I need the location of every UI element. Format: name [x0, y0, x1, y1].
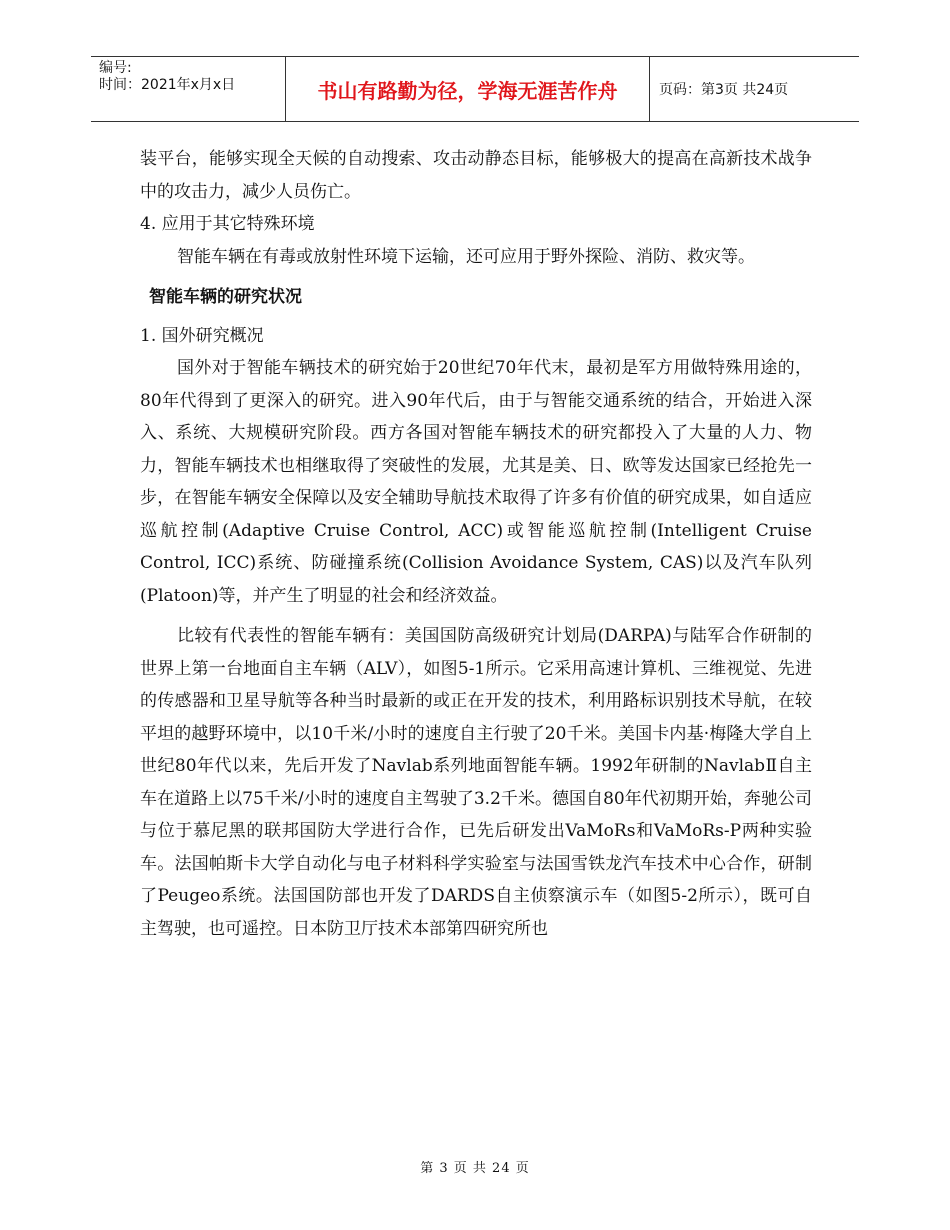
date-label: 时间：2021年x月x日 [99, 77, 236, 93]
paragraph-representative-vehicles: 比较有代表性的智能车辆有：美国国防高级研究计划局(DARPA)与陆军合作研制的世界上第一台地面自主车辆（ALV），如图5-1所示。它采用高速计算机、三维视觉、先进的传感器和卫星导航等各种当时最新的或正在开发的技术，利用路标识别技术导航，在较平坦的越野环境中，以10千米/小时的速度自主行驶了20千米。美国卡内基·梅隆大学自上世纪80年代以来，先后开发了Navlab系列地面智能车辆。1992年研制的NavlabⅡ自主车在道路上以75千米/小时的速度自主驾驶了3.2千米。德国自80年代初期开始，奔驰公司与位于慕尼黑的联邦国防大学进行合作，已先后研发出VaMoRs和VaMoRs-P两种实验车。法国帕斯卡大学自动化与电子材料科学实验室与法国雪铁龙汽车技术中心合作，研制了Peugeo系统。法国国防部也开发了DARDS自主侦察演示车（如图5-2所示），既可自主驾驶，也可遥控。日本防卫厅技术本部第四研究所也 [140, 626, 812, 939]
document-body [140, 143, 812, 945]
paragraph-foreign-research: 国外对于智能车辆技术的研究始于20世纪70年代末，最初是军方用做特殊用途的，80年代得到了更深入的研究。进入90年代后，由于与智能交通系统的结合，开始进入深入、系统、大规模研究阶段。西方各国对智能车辆技术的研究都投入了大量的人力、物力，智能车辆技术也相继取得了突破性的发展，尤其是美、日、欧等发达国家已经抢先一步，在智能车辆安全保障以及安全辅助导航技术取得了许多有价值的研究成果，如自适应巡航控制(Adaptive Cruise Control, ACC)或智能巡航控制(Intelligent Cruise Control, ICC)系统、防碰撞系统(Collision Avoidance System, CAS)以及汽车队列(Platoon)等，并产生了明显的社会和经济效益。 [140, 358, 812, 606]
header-meta-cell [91, 57, 286, 121]
list-item-4: 4. 应用于其它特殊环境 [140, 214, 315, 234]
header-page-info: 页码：第3页 共24页 [659, 82, 789, 98]
section-heading: 智能车辆的研究状况 [149, 287, 302, 307]
page-footer: 第 3 页 共 24 页 [420, 1161, 530, 1176]
paragraph-continued: 装平台，能够实现全天候的自动搜索、攻击动静态目标，能够极大的提高在高新技术战争中的攻击力，减少人员伤亡。 [140, 149, 812, 202]
paragraph-special-env: 智能车辆在有毒或放射性环境下运输，还可应用于野外探险、消防、救灾等。 [177, 246, 755, 267]
list-item-1: 1. 国外研究概况 [140, 325, 264, 346]
page-header [91, 56, 859, 122]
doc-number-label: 编号: [99, 60, 132, 76]
header-motto: 书山有路勤为径，学海无涯苦作舟 [286, 57, 650, 121]
